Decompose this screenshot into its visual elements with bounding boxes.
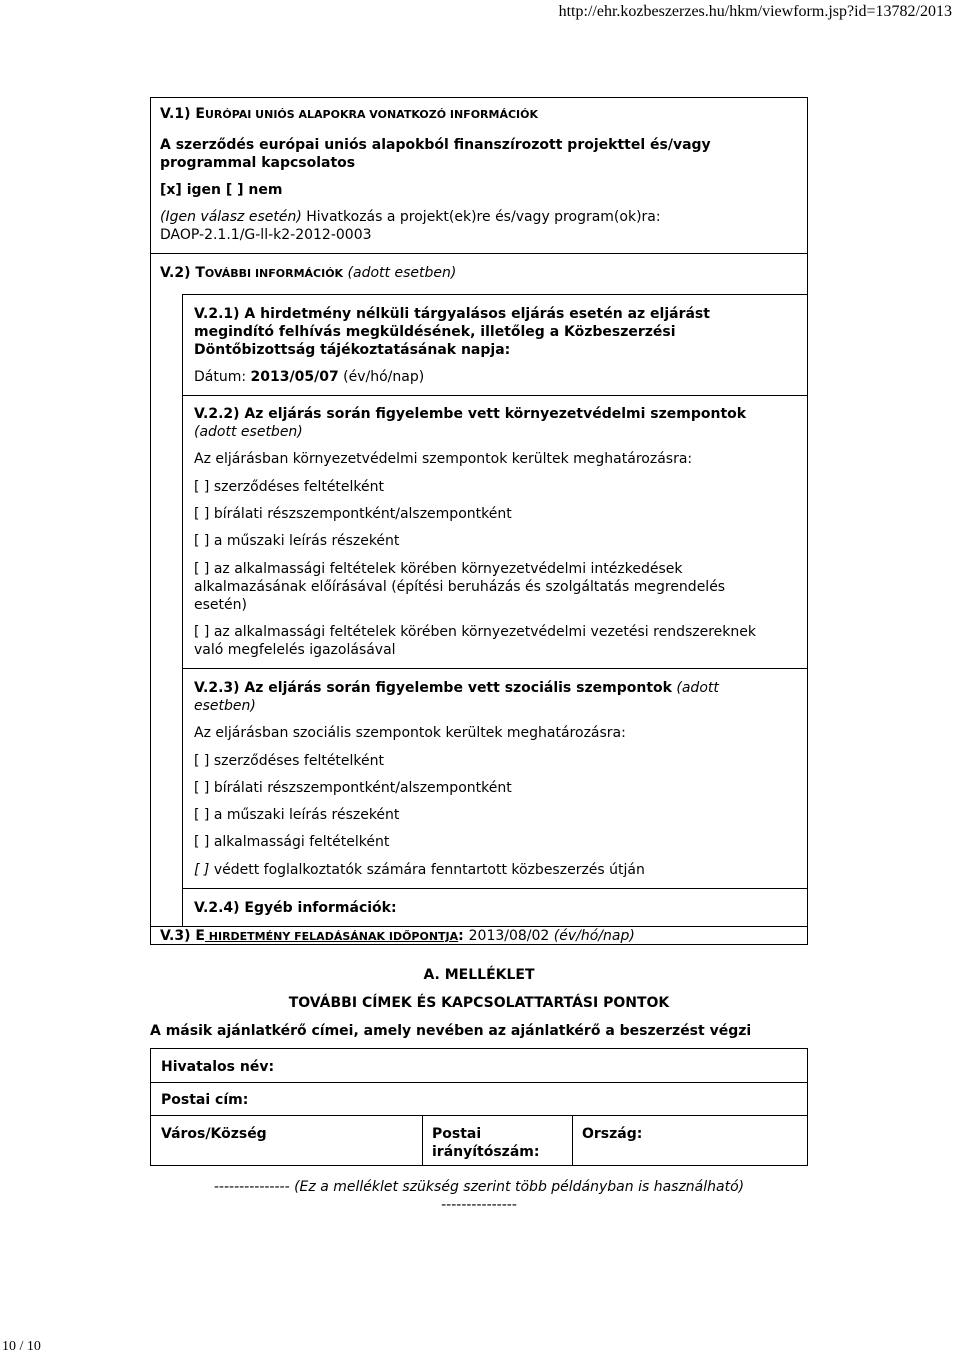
v1-question-line2: programmal kapcsolatos: [160, 155, 356, 171]
city-label: Város/Község: [161, 1126, 267, 1142]
v22-option: [ ] az alkalmassági feltételek körében környezetvédelmi vezetési rendszereknek: [194, 624, 756, 640]
v22-intro: Az eljárásban környezetvédelmi szempontok kerültek meghatározásra:: [194, 451, 693, 467]
divider: [182, 294, 808, 295]
v24-title: V.2.4) Egyéb információk:: [194, 900, 397, 916]
v21-line3: Döntőbizottság tájékoztatásának napja:: [194, 342, 511, 358]
annex-note-cont: ---------------: [441, 1197, 517, 1213]
v22-option: [ ] a műszaki leírás részeként: [194, 533, 400, 549]
v23-intro: Az eljárásban szociális szempontok kerültek meghatározásra:: [194, 725, 626, 741]
v23-title: V.2.3) Az eljárás során figyelembe vett szociális szempontok (adott: [194, 680, 719, 696]
page-url-header: http://ehr.kozbeszerzes.hu/hkm/viewform.jsp?id=13782/2013: [558, 3, 952, 20]
v22-option: [ ] szerződéses feltételként: [194, 479, 385, 495]
annex-subtitle: TOVÁBBI CÍMEK ÉS KAPCSOLATTARTÁSI PONTOK: [288, 995, 670, 1011]
divider: [182, 668, 808, 669]
v1-answer: [x] igen [ ] nem: [160, 182, 283, 198]
divider: [182, 395, 808, 396]
divider: [150, 1082, 808, 1083]
v23-option: [ ] szerződéses feltételként: [194, 753, 385, 769]
v22-option: [ ] az alkalmassági feltételek körében környezetvédelmi intézkedések: [194, 561, 683, 577]
annex-title: A. MELLÉKLET: [423, 967, 535, 983]
v22-option: [ ] bírálati részszempontként/alszempontként: [194, 506, 512, 522]
divider: [182, 888, 808, 889]
divider: [422, 1115, 423, 1166]
nested-block-border: [182, 294, 183, 926]
postal-code-label: Postai: [432, 1126, 482, 1142]
v21-line1: V.2.1) A hirdetmény nélküli tárgyalásos eljárás esetén az eljárást: [194, 306, 710, 322]
v3-heading: V.3) E HIRDETMÉNY FELADÁSÁNAK IDŐPONTJA: 2013/08/02 (év/hó/nap): [160, 928, 635, 944]
v2-heading: V.2) TOVÁBBI INFORMÁCIÓK (adott esetben): [160, 265, 457, 281]
annex-description: A másik ajánlatkérő címei, amely nevében az ajánlatkérő a beszerzést végzi: [150, 1023, 752, 1039]
v22-option-cont: alkalmazásának előírásával (építési beruházás és szolgáltatás megrendelés: [194, 579, 726, 595]
divider: [150, 253, 808, 254]
v1-reference: (Igen válasz esetén) Hivatkozás a projekt(ek)re és/vagy program(ok)ra:: [160, 209, 661, 225]
divider: [572, 1115, 573, 1166]
v1-heading: V.1) EURÓPAI UNIÓS ALAPOKRA VONATKOZÓ INFORMÁCIÓK: [160, 106, 539, 122]
v23-option: [ ] alkalmassági feltételként: [194, 834, 390, 850]
v22-option-cont: esetén): [194, 597, 247, 613]
v22-option-cont: való megfelelés igazolásával: [194, 642, 396, 658]
postal-address-label: Postai cím:: [161, 1092, 249, 1108]
v1-question-line1: A szerződés európai uniós alapokból finanszírozott projekttel és/vagy: [160, 137, 711, 153]
v22-title: V.2.2) Az eljárás során figyelembe vett környezetvédelmi szempontok: [194, 406, 747, 422]
v21-line2: megindító felhívás megküldésének, illetőleg a Közbeszerzési: [194, 324, 676, 340]
divider: [150, 1115, 808, 1116]
v23-option: [ ] bírálati részszempontként/alszempontként: [194, 780, 512, 796]
page-number: 10 / 10: [2, 1339, 41, 1354]
v1-reference-value: DAOP-2.1.1/G-ll-k2-2012-0003: [160, 227, 372, 243]
v23-option: [ ] a műszaki leírás részeként: [194, 807, 400, 823]
official-name-label: Hivatalos név:: [161, 1059, 275, 1075]
annex-note: --------------- (Ez a melléklet szükség szerint több példányban is használható): [213, 1179, 745, 1195]
v22-title-note: (adott esetben): [194, 424, 303, 440]
country-label: Ország:: [582, 1126, 643, 1142]
v23-title-note: esetben): [194, 698, 256, 714]
v21-date: Dátum: 2013/05/07 (év/hó/nap): [194, 369, 425, 385]
v23-option: [ ] védett foglalkoztatók számára fenntartott közbeszerzés útján: [194, 862, 645, 878]
postal-code-label-cont: irányítószám:: [432, 1144, 540, 1160]
